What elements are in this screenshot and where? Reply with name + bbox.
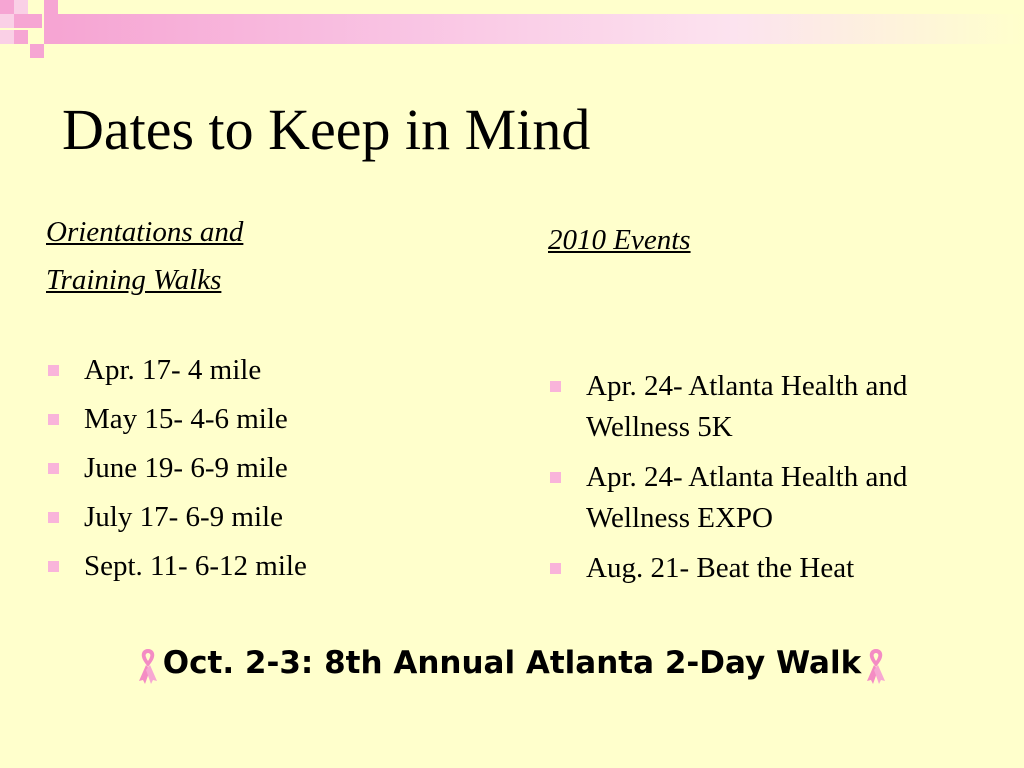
deco-square <box>44 14 58 44</box>
deco-square <box>14 0 28 14</box>
list-item-text: Apr. 17- 4 mile <box>84 354 262 386</box>
deco-square <box>0 14 14 28</box>
pink-ribbon-icon <box>863 645 889 685</box>
footer-text: Oct. 2-3: 8th Annual Atlanta 2-Day Walk <box>162 645 862 681</box>
pink-square-bullet-icon <box>550 472 561 483</box>
list-item <box>46 497 486 537</box>
left-heading-line2: Training Walks <box>46 264 222 296</box>
list-item <box>46 350 486 390</box>
list-item <box>548 366 998 448</box>
deco-square <box>0 30 14 44</box>
pink-square-bullet-icon <box>550 563 561 574</box>
left-column-heading <box>46 208 243 304</box>
list-item-text: June 19- 6-9 mile <box>84 452 288 484</box>
list-item-text: Sept. 11- 6-12 mile <box>84 550 307 582</box>
deco-square <box>44 0 58 14</box>
right-column-heading: 2010 Events <box>548 224 691 256</box>
list-item-text: May 15- 4-6 mile <box>84 403 288 435</box>
pink-square-bullet-icon <box>48 561 59 572</box>
pink-square-bullet-icon <box>550 381 561 392</box>
list-item-text: Aug. 21- Beat the Heat <box>586 552 855 584</box>
training-walks-list <box>46 350 486 595</box>
deco-square <box>30 44 44 58</box>
deco-square <box>28 14 42 28</box>
list-item <box>46 546 486 586</box>
events-list <box>548 366 998 598</box>
deco-square <box>0 0 14 14</box>
pink-ribbon-icon <box>135 645 161 685</box>
left-heading-line1: Orientations and <box>46 216 244 248</box>
list-item <box>46 399 486 439</box>
deco-square <box>14 30 28 44</box>
slide-title: Dates to Keep in Mind <box>62 97 591 162</box>
header-decoration <box>0 0 1024 64</box>
list-item <box>548 457 998 539</box>
list-item <box>548 548 998 589</box>
list-item-text: July 17- 6-9 mile <box>84 501 283 533</box>
pink-square-bullet-icon <box>48 512 59 523</box>
list-item <box>46 448 486 488</box>
pink-square-bullet-icon <box>48 365 59 376</box>
list-item-text: Apr. 24- Atlanta Health and Wellness 5K <box>586 370 908 443</box>
deco-square <box>14 14 28 28</box>
list-item-text: Apr. 24- Atlanta Health and Wellness EXPO <box>586 461 908 534</box>
header-gradient-band <box>58 14 1024 44</box>
footer-banner <box>0 640 1024 686</box>
pink-square-bullet-icon <box>48 414 59 425</box>
pink-square-bullet-icon <box>48 463 59 474</box>
